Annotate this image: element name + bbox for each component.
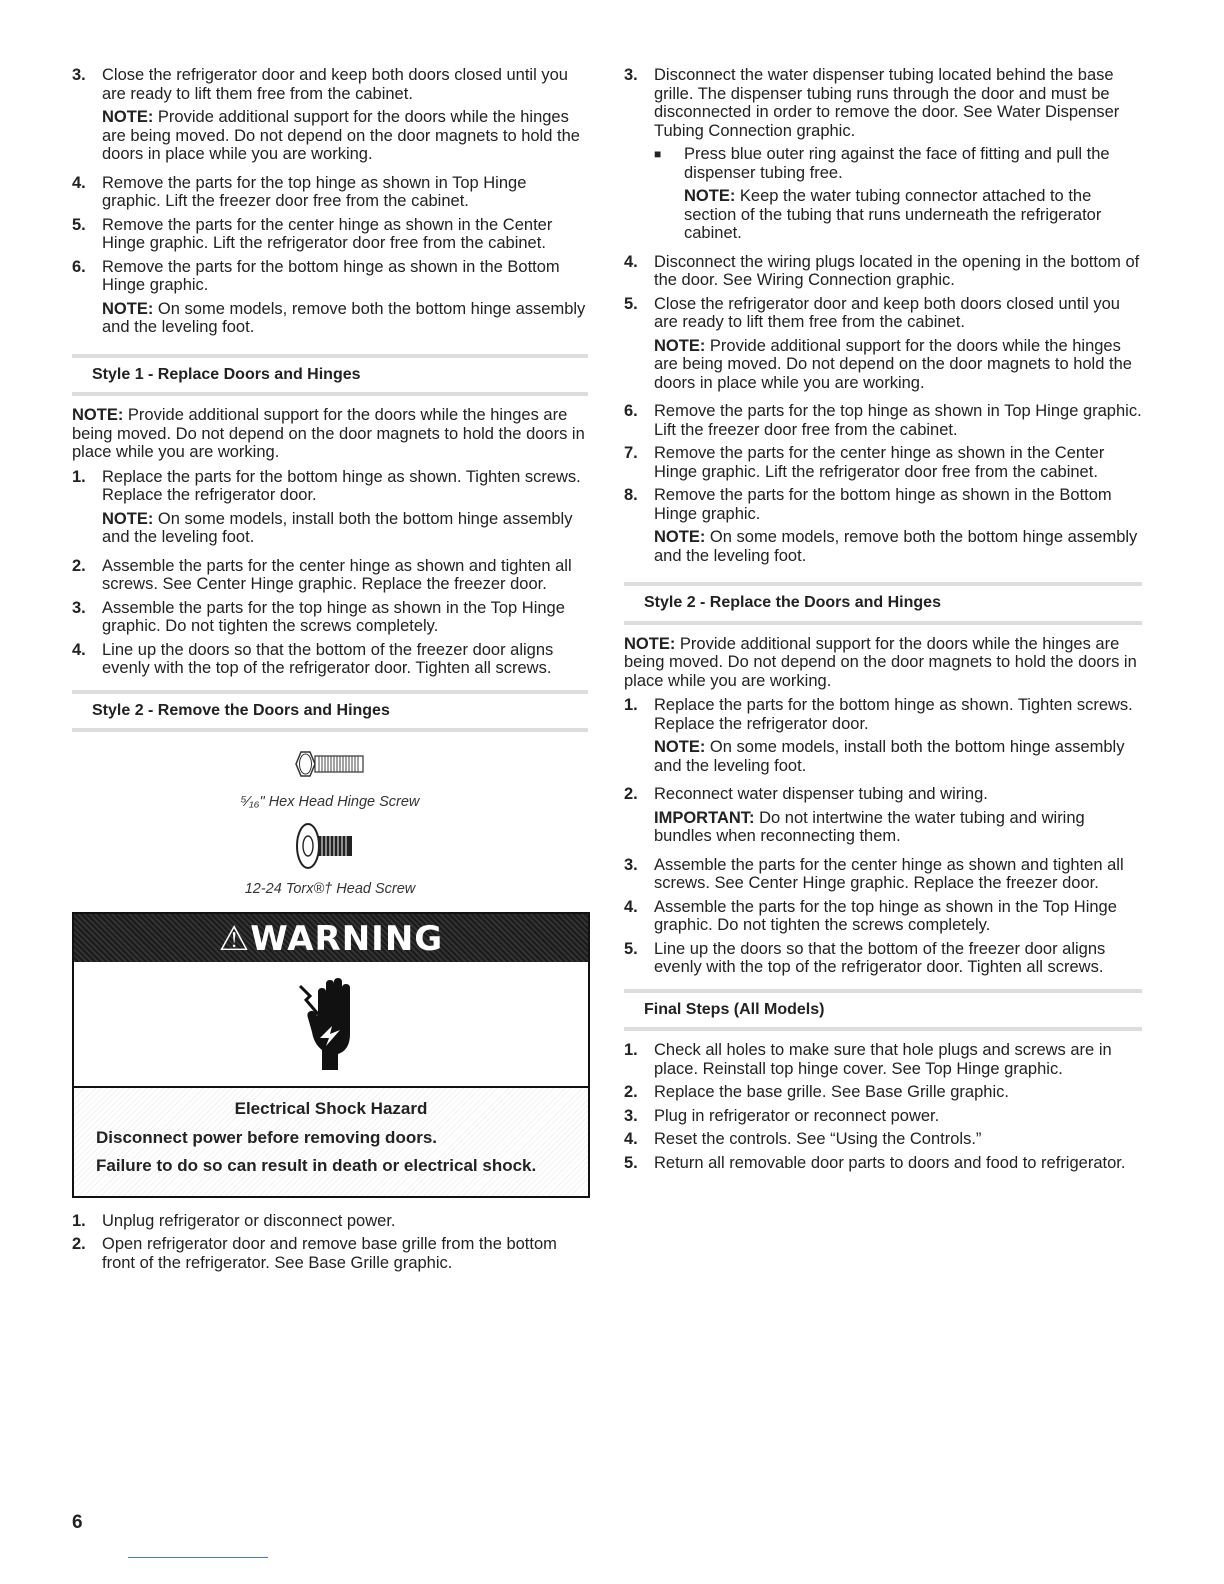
- hex-screw-figure: [72, 742, 588, 811]
- warning-body: Electrical Shock Hazard Disconnect power before removing doors. Failure to do so can result in death or electrical shock.: [74, 1088, 588, 1196]
- list-item: 1. Replace the parts for the bottom hinge as shown. Tighten screws. Replace the refrigerator door. NOTE: On some models, install both the bottom hinge assembly and the leveling foot.: [72, 468, 588, 552]
- list-item: 2. Replace the base grille. See Base Grille graphic.: [624, 1083, 1009, 1101]
- note: NOTE: On some models, remove both the bottom hinge assembly and the leveling foot.: [102, 299, 586, 336]
- note: NOTE: On some models, install both the bottom hinge assembly and the leveling foot.: [102, 509, 573, 546]
- note: IMPORTANT: Do not intertwine the water tubing and wiring bundles when reconnecting them.: [654, 808, 1085, 845]
- section-heading: Final Steps (All Models): [624, 989, 1142, 1032]
- hex-screw-icon: [290, 742, 370, 786]
- list-item: 3. Disconnect the water dispenser tubing located behind the base grille. The dispenser tubing runs through the door and must be disconnected in order to remove the door. See Water Dispenser Tubing Connection graphic. ■ Press blue outer ring against the face of fitting and pull the dispenser tubing free. NOTE: Keep the water tubing connector attached to the section of the tubing that runs underneath the refrigerator cabinet.: [624, 66, 1142, 248]
- list-item: 4. Disconnect the wiring plugs located in the opening in the bottom of the door. See Wiring Connection graphic.: [624, 252, 1140, 289]
- note: NOTE: Keep the water tubing connector attached to the section of the tubing that runs underneath the refrigerator cabinet.: [684, 187, 1102, 242]
- section-heading: Style 1 - Replace Doors and Hinges: [72, 354, 588, 397]
- list-item: 5. Line up the doors so that the bottom of the freezer door aligns evenly with the top of the refrigerator door. Tighten all screws.: [624, 939, 1106, 976]
- left-column: [72, 66, 588, 1277]
- list-item: 6. Remove the parts for the top hinge as shown in Top Hinge graphic. Lift the freezer door free from the cabinet.: [624, 402, 1142, 439]
- list-item: 8. Remove the parts for the bottom hinge as shown in the Bottom Hinge graphic. NOTE: On some models, remove both the bottom hinge assembly and the leveling foot.: [624, 486, 1142, 570]
- footer-rule: [128, 1557, 268, 1558]
- list-item: 1. Unplug refrigerator or disconnect power.: [72, 1211, 396, 1230]
- torx-screw-icon: [290, 819, 370, 873]
- list-item: 3. Close the refrigerator door and keep both doors closed until you are ready to lift them free from the cabinet. NOTE: Provide additional support for the doors while the hinges are being moved. Do not depend on the door magnets to hold the doors in place while you are working.: [72, 66, 588, 169]
- section-heading: Style 2 - Remove the Doors and Hinges: [72, 690, 588, 733]
- note: NOTE: Provide additional support for the doors while the hinges are being moved. Do not depend on the door magnets to hold the doors in place while you are working.: [624, 634, 1137, 690]
- page-number: 6: [72, 1512, 83, 1533]
- shock-hazard-icon: [74, 962, 588, 1088]
- figure-caption: ⁵⁄₁₆" Hex Head Hinge Screw: [240, 793, 420, 810]
- figure-caption: 12-24 Torx®† Head Screw: [244, 880, 416, 897]
- list-item: 5. Close the refrigerator door and keep both doors closed until you are ready to lift them free from the cabinet. NOTE: Provide additional support for the doors while the hinges are being moved. Do not depend on the door magnets to hold the doors in place while you are working.: [624, 295, 1142, 398]
- list-item: 2. Reconnect water dispenser tubing and wiring. IMPORTANT: Do not intertwine the water tubing and wiring bundles when reconnecting them.: [624, 785, 1142, 851]
- warning-banner: ⚠WARNING: [74, 914, 588, 962]
- list-item: 6. Remove the parts for the bottom hinge as shown in the Bottom Hinge graphic. NOTE: On some models, remove both the bottom hinge assembly and the leveling foot.: [72, 258, 588, 342]
- section-heading: Style 2 - Replace the Doors and Hinges: [624, 582, 1142, 625]
- right-column: [624, 66, 1142, 1177]
- list-item: 2. Assemble the parts for the center hinge as shown and tighten all screws. See Center Hinge graphic. Replace the freezer door.: [72, 556, 572, 593]
- list-item: 7. Remove the parts for the center hinge as shown in the Center Hinge graphic. Lift the refrigerator door free from the cabinet.: [624, 444, 1105, 481]
- list-item: 5. Return all removable door parts to doors and food to refrigerator.: [624, 1153, 1126, 1172]
- list-item: 3. Assemble the parts for the top hinge as shown in the Top Hinge graphic. Do not tighten the screws completely.: [72, 598, 565, 635]
- note: NOTE: Provide additional support for the doors while the hinges are being moved. Do not depend on the door magnets to hold the doors in place while you are working.: [102, 108, 580, 163]
- list-item: 3. Assemble the parts for the center hinge as shown and tighten all screws. See Center Hinge graphic. Replace the freezer door.: [624, 855, 1124, 892]
- list-item: 3. Plug in refrigerator or reconnect power.: [624, 1106, 940, 1125]
- warning-box: [72, 912, 590, 1198]
- note: NOTE: On some models, install both the bottom hinge assembly and the leveling foot.: [654, 738, 1125, 775]
- torx-screw-figure: [72, 819, 588, 898]
- note: NOTE: Provide additional support for the doors while the hinges are being moved. Do not depend on the door magnets to hold the doors in place while you are working.: [72, 406, 585, 461]
- list-item: 5. Remove the parts for the center hinge as shown in the Center Hinge graphic. Lift the refrigerator door free from the cabinet.: [72, 215, 553, 252]
- list-item: 4. Line up the doors so that the bottom of the freezer door aligns evenly with the top of the refrigerator door. Tighten all screws.: [72, 640, 554, 677]
- list-item: 4. Reset the controls. See “Using the Controls.”: [624, 1130, 982, 1148]
- list-item: 1. Check all holes to make sure that hole plugs and screws are in place. Reinstall top hinge cover. See Top Hinge graphic.: [624, 1041, 1112, 1078]
- square-bullet-icon: ■: [654, 147, 662, 161]
- note: NOTE: On some models, remove both the bottom hinge assembly and the leveling foot.: [654, 528, 1138, 565]
- list-item: 1. Replace the parts for the bottom hinge as shown. Tighten screws. Replace the refrigerator door. NOTE: On some models, install both the bottom hinge assembly and the leveling foot.: [624, 696, 1142, 780]
- note: NOTE: Provide additional support for the doors while the hinges are being moved. Do not depend on the door magnets to hold the doors in place while you are working.: [654, 336, 1132, 392]
- list-item: 4. Remove the parts for the top hinge as shown in Top Hinge graphic. Lift the freezer door free from the cabinet.: [72, 173, 527, 210]
- list-item: 2. Open refrigerator door and remove base grille from the bottom front of the refrigerator. See Base Grille graphic.: [72, 1235, 557, 1272]
- list-item: 4. Assemble the parts for the top hinge as shown in the Top Hinge graphic. Do not tighten the screws completely.: [624, 897, 1117, 934]
- bullet-item: ■ Press blue outer ring against the face of fitting and pull the dispenser tubing free.: [654, 145, 1110, 182]
